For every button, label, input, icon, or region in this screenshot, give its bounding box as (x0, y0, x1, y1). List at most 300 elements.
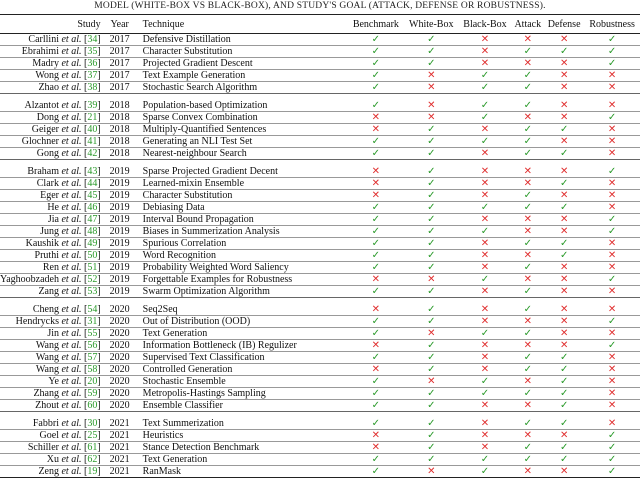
robustness-check-icon: ✓ (607, 111, 617, 123)
year-cell: 2020 (109, 399, 130, 411)
et-al: et al. (61, 201, 82, 213)
black-box-cross-icon: ✕ (480, 33, 490, 45)
attack-check-icon: ✓ (523, 387, 532, 399)
header-robustness: Robustness (589, 18, 635, 30)
table-row (0, 124, 640, 136)
attack-check-icon: ✓ (523, 303, 532, 315)
study-cell: Yaghoobzadeh et al. [52] (0, 273, 101, 285)
table-row (0, 58, 640, 70)
defense-cross-icon: ✕ (559, 33, 569, 45)
citation-ref: 43 (87, 165, 98, 177)
black-box-cross-icon: ✕ (480, 339, 490, 351)
attack-cross-icon: ✕ (523, 225, 532, 237)
white-box-check-icon: ✓ (427, 315, 436, 327)
technique-cell: Biases in Summerization Analysis (142, 225, 280, 237)
white-box-check-icon: ✓ (427, 351, 436, 363)
citation-ref: 58 (87, 363, 98, 375)
et-al: et al. (61, 465, 82, 477)
attack-check-icon: ✓ (523, 453, 532, 465)
table-row (0, 388, 640, 400)
benchmark-check-icon: ✓ (371, 45, 381, 57)
citation-ref: 21 (87, 111, 98, 123)
author-name: Gong (36, 147, 59, 159)
table-row (0, 376, 640, 388)
robustness-check-icon: ✓ (607, 213, 617, 225)
robustness-check-icon: ✓ (607, 57, 617, 69)
technique-cell: Character Substitution (142, 45, 233, 57)
citation-ref: 61 (87, 441, 98, 453)
table-row (0, 148, 640, 160)
author-name: He (47, 201, 59, 213)
benchmark-cross-icon: ✕ (371, 165, 381, 177)
white-box-check-icon: ✓ (427, 441, 436, 453)
table-row (0, 70, 640, 82)
year-cell: 2019 (109, 201, 130, 213)
table-row (0, 46, 640, 58)
robustness-cross-icon: ✕ (607, 147, 617, 159)
citation-ref: 54 (87, 303, 98, 315)
benchmark-check-icon: ✓ (371, 147, 381, 159)
technique-cell: Forgettable Examples for Robustness (142, 273, 293, 285)
et-al: et al. (61, 237, 82, 249)
citation-ref: 52 (87, 273, 98, 285)
author-name: Zeng (38, 465, 59, 477)
et-al: et al. (61, 363, 82, 375)
black-box-check-icon: ✓ (480, 453, 490, 465)
white-box-check-icon: ✓ (427, 453, 436, 465)
study-cell: Braham et al. [43] (27, 165, 101, 177)
citation-ref: 56 (87, 339, 98, 351)
attack-cross-icon: ✕ (523, 273, 532, 285)
author-name: Zhao (38, 81, 59, 93)
technique-cell: Swarm Optimization Algorithm (142, 285, 270, 297)
technique-cell: Text Example Generation (142, 69, 246, 81)
year-cell: 2020 (109, 387, 130, 399)
black-box-cross-icon: ✕ (480, 285, 490, 297)
white-box-cross-icon: ✕ (427, 99, 436, 111)
studies-table (0, 14, 640, 478)
citation-ref: 19 (87, 465, 98, 477)
attack-cross-icon: ✕ (523, 111, 532, 123)
year-cell: 2020 (109, 327, 130, 339)
study-cell: Zeng et al. [19] (38, 465, 101, 477)
defense-check-icon: ✓ (559, 363, 569, 375)
benchmark-check-icon: ✓ (371, 81, 381, 93)
et-al: et al. (61, 45, 82, 57)
citation-ref: 60 (87, 399, 98, 411)
black-box-cross-icon: ✕ (480, 399, 490, 411)
attack-check-icon: ✓ (523, 99, 532, 111)
white-box-check-icon: ✓ (427, 177, 436, 189)
black-box-check-icon: ✓ (480, 135, 490, 147)
year-cell: 2021 (109, 441, 130, 453)
white-box-cross-icon: ✕ (427, 81, 436, 93)
et-al: et al. (61, 375, 82, 387)
black-box-check-icon: ✓ (480, 111, 490, 123)
et-al: et al. (61, 81, 82, 93)
defense-check-icon: ✓ (559, 417, 569, 429)
year-cell: 2019 (109, 165, 130, 177)
year-cell: 2019 (109, 189, 130, 201)
black-box-cross-icon: ✕ (480, 249, 490, 261)
et-al: et al. (61, 213, 82, 225)
author-name: Yaghoobzadeh (0, 273, 59, 285)
attack-cross-icon: ✕ (523, 315, 532, 327)
et-al: et al. (61, 249, 82, 261)
table-row (0, 202, 640, 214)
et-al: et al. (61, 33, 82, 45)
benchmark-cross-icon: ✕ (371, 111, 381, 123)
table-row (0, 100, 640, 112)
black-box-cross-icon: ✕ (480, 147, 490, 159)
benchmark-check-icon: ✓ (371, 375, 381, 387)
attack-check-icon: ✓ (523, 441, 532, 453)
technique-cell: Text Summerization (142, 417, 224, 429)
year-cell: 2018 (109, 135, 130, 147)
robustness-cross-icon: ✕ (607, 327, 617, 339)
benchmark-check-icon: ✓ (371, 453, 381, 465)
benchmark-check-icon: ✓ (371, 351, 381, 363)
black-box-cross-icon: ✕ (480, 417, 490, 429)
white-box-check-icon: ✓ (427, 417, 436, 429)
robustness-cross-icon: ✕ (607, 363, 617, 375)
benchmark-check-icon: ✓ (371, 33, 381, 45)
black-box-check-icon: ✓ (480, 81, 490, 93)
attack-check-icon: ✓ (523, 45, 532, 57)
citation-ref: 51 (87, 261, 98, 273)
study-cell: Ye et al. [20] (48, 375, 101, 387)
header-year: Year (110, 18, 129, 30)
et-al: et al. (61, 453, 82, 465)
year-cell: 2017 (109, 69, 130, 81)
citation-ref: 49 (87, 237, 98, 249)
et-al: et al. (61, 285, 82, 297)
author-name: Ye (48, 375, 59, 387)
table-row (0, 238, 640, 250)
benchmark-check-icon: ✓ (371, 249, 381, 261)
attack-cross-icon: ✕ (523, 57, 532, 69)
citation-ref: 37 (87, 69, 98, 81)
technique-cell: Metropolis-Hastings Sampling (142, 387, 266, 399)
et-al: et al. (61, 189, 82, 201)
black-box-cross-icon: ✕ (480, 57, 490, 69)
white-box-check-icon: ✓ (427, 363, 436, 375)
technique-cell: Supervised Text Classification (142, 351, 265, 363)
year-cell: 2019 (109, 249, 130, 261)
benchmark-check-icon: ✓ (371, 399, 381, 411)
white-box-check-icon: ✓ (427, 387, 436, 399)
attack-check-icon: ✓ (523, 81, 532, 93)
black-box-cross-icon: ✕ (480, 177, 490, 189)
defense-check-icon: ✓ (559, 375, 569, 387)
benchmark-cross-icon: ✕ (371, 363, 381, 375)
header-study: Study (77, 18, 101, 30)
citation-ref: 42 (87, 147, 98, 159)
study-cell: Gong et al. [42] (36, 147, 101, 159)
year-cell: 2020 (109, 315, 130, 327)
et-al: et al. (61, 327, 82, 339)
study-cell: Zhang et al. [59] (33, 387, 101, 399)
citation-ref: 59 (87, 387, 98, 399)
table-row (0, 262, 640, 274)
technique-cell: Stochastic Ensemble (142, 375, 226, 387)
study-cell: Jung et al. [48] (40, 225, 101, 237)
table-body (0, 34, 640, 478)
attack-check-icon: ✓ (523, 285, 532, 297)
defense-cross-icon: ✕ (559, 225, 569, 237)
benchmark-check-icon: ✓ (371, 417, 381, 429)
benchmark-cross-icon: ✕ (371, 339, 381, 351)
white-box-check-icon: ✓ (427, 399, 436, 411)
defense-cross-icon: ✕ (559, 165, 569, 177)
technique-cell: Seq2Seq (142, 303, 178, 315)
defense-check-icon: ✓ (559, 351, 569, 363)
et-al: et al. (61, 69, 82, 81)
white-box-check-icon: ✓ (427, 57, 436, 69)
table-caption: MODEL (WHITE-BOX VS BLACK-BOX), AND STUDY'S GOAL (ATTACK, DEFENSE OR ROBUSTNESS). (94, 1, 546, 11)
study-cell: Pruthi et al. [50] (34, 249, 101, 261)
author-name: Madry (32, 57, 59, 69)
attack-cross-icon: ✕ (523, 249, 532, 261)
black-box-cross-icon: ✕ (480, 315, 490, 327)
study-cell: Jia et al. [47] (47, 213, 101, 225)
et-al: et al. (61, 111, 82, 123)
robustness-check-icon: ✓ (607, 225, 617, 237)
benchmark-cross-icon: ✕ (371, 441, 381, 453)
citation-ref: 36 (87, 57, 98, 69)
et-al: et al. (61, 99, 82, 111)
black-box-cross-icon: ✕ (480, 213, 490, 225)
white-box-check-icon: ✓ (427, 225, 436, 237)
author-name: Jin (47, 327, 59, 339)
black-box-check-icon: ✓ (480, 375, 490, 387)
white-box-check-icon: ✓ (427, 147, 436, 159)
technique-cell: Sparse Convex Combination (142, 111, 258, 123)
study-cell: Ren et al. [51] (42, 261, 101, 273)
citation-ref: 50 (87, 249, 98, 261)
robustness-check-icon: ✓ (607, 441, 617, 453)
robustness-cross-icon: ✕ (607, 387, 617, 399)
defense-check-icon: ✓ (559, 123, 569, 135)
defense-cross-icon: ✕ (559, 339, 569, 351)
year-cell: 2019 (109, 285, 130, 297)
year-cell: 2020 (109, 363, 130, 375)
technique-cell: Out of Distribution (OOD) (142, 315, 251, 327)
technique-cell: Sparse Projected Gradient Decent (142, 165, 278, 177)
citation-ref: 30 (87, 417, 98, 429)
benchmark-check-icon: ✓ (371, 285, 381, 297)
technique-cell: Stance Detection Benchmark (142, 441, 260, 453)
white-box-check-icon: ✓ (427, 237, 436, 249)
attack-check-icon: ✓ (523, 147, 532, 159)
author-name: Cheng (32, 303, 59, 315)
attack-check-icon: ✓ (523, 189, 532, 201)
et-al: et al. (61, 57, 82, 69)
robustness-check-icon: ✓ (607, 465, 617, 477)
defense-check-icon: ✓ (559, 147, 569, 159)
author-name: Xu (46, 453, 59, 465)
study-cell: Xu et al. [62] (46, 453, 101, 465)
citation-ref: 40 (87, 123, 98, 135)
benchmark-cross-icon: ✕ (371, 189, 381, 201)
table-row (0, 466, 640, 478)
author-name: Zang (38, 285, 59, 297)
robustness-check-icon: ✓ (607, 429, 617, 441)
author-name: Geiger (31, 123, 59, 135)
study-cell: Wang et al. [56] (35, 339, 101, 351)
table-row (0, 304, 640, 316)
robustness-cross-icon: ✕ (607, 417, 617, 429)
defense-cross-icon: ✕ (559, 303, 569, 315)
robustness-cross-icon: ✕ (607, 303, 617, 315)
table-row (0, 418, 640, 430)
year-cell: 2018 (109, 99, 130, 111)
defense-check-icon: ✓ (559, 45, 569, 57)
author-name: Alzantot (24, 99, 59, 111)
year-cell: 2019 (109, 237, 130, 249)
year-cell: 2019 (109, 177, 130, 189)
author-name: Carllini (28, 33, 59, 45)
technique-cell: Nearest-neighbour Search (142, 147, 247, 159)
defense-cross-icon: ✕ (559, 273, 569, 285)
year-cell: 2021 (109, 465, 130, 477)
attack-check-icon: ✓ (523, 261, 532, 273)
attack-check-icon: ✓ (523, 417, 532, 429)
year-cell: 2021 (109, 453, 130, 465)
technique-cell: Controlled Generation (142, 363, 233, 375)
header-black-box: Black-Box (463, 18, 507, 30)
et-al: et al. (61, 261, 82, 273)
white-box-cross-icon: ✕ (427, 69, 436, 81)
attack-cross-icon: ✕ (523, 339, 532, 351)
author-name: Kaushik (25, 237, 59, 249)
benchmark-check-icon: ✓ (371, 201, 381, 213)
et-al: et al. (61, 147, 82, 159)
benchmark-check-icon: ✓ (371, 213, 381, 225)
citation-ref: 31 (87, 315, 98, 327)
black-box-cross-icon: ✕ (480, 189, 490, 201)
black-box-cross-icon: ✕ (480, 363, 490, 375)
author-name: Jia (47, 213, 59, 225)
black-box-check-icon: ✓ (480, 273, 490, 285)
black-box-check-icon: ✓ (480, 225, 490, 237)
citation-ref: 45 (87, 189, 98, 201)
benchmark-check-icon: ✓ (371, 465, 381, 477)
robustness-cross-icon: ✕ (607, 135, 617, 147)
year-cell: 2020 (109, 351, 130, 363)
author-name: Glochner (21, 135, 59, 147)
et-al: et al. (61, 273, 82, 285)
author-name: Wang (35, 339, 59, 351)
author-name: Ren (42, 261, 59, 273)
benchmark-check-icon: ✓ (371, 69, 381, 81)
table-row (0, 136, 640, 148)
et-al: et al. (61, 417, 82, 429)
defense-cross-icon: ✕ (559, 57, 569, 69)
attack-cross-icon: ✕ (523, 213, 532, 225)
black-box-cross-icon: ✕ (480, 441, 490, 453)
et-al: et al. (61, 135, 82, 147)
benchmark-check-icon: ✓ (371, 57, 381, 69)
citation-ref: 47 (87, 213, 98, 225)
benchmark-cross-icon: ✕ (371, 303, 381, 315)
citation-ref: 39 (87, 99, 98, 111)
robustness-cross-icon: ✕ (607, 399, 617, 411)
white-box-check-icon: ✓ (427, 201, 436, 213)
technique-cell: Defensive Distillation (142, 33, 231, 45)
defense-cross-icon: ✕ (559, 327, 569, 339)
white-box-check-icon: ✓ (427, 189, 436, 201)
study-cell: Wang et al. [58] (35, 363, 101, 375)
study-cell: Eger et al. [45] (40, 189, 101, 201)
study-cell: He et al. [46] (47, 201, 101, 213)
table-row (0, 166, 640, 178)
citation-ref: 53 (87, 285, 98, 297)
technique-cell: Information Bottleneck (IB) Regulizer (142, 339, 297, 351)
attack-check-icon: ✓ (523, 351, 532, 363)
author-name: Wong (35, 69, 59, 81)
technique-cell: Text Generation (142, 453, 208, 465)
table-row (0, 226, 640, 238)
study-cell: Cheng et al. [54] (32, 303, 101, 315)
black-box-cross-icon: ✕ (480, 351, 490, 363)
robustness-check-icon: ✓ (607, 453, 617, 465)
study-cell: Ebrahimi et al. [35] (21, 45, 101, 57)
technique-cell: Spurious Correlation (142, 237, 227, 249)
black-box-check-icon: ✓ (480, 327, 490, 339)
black-box-cross-icon: ✕ (480, 123, 490, 135)
attack-cross-icon: ✕ (523, 177, 532, 189)
benchmark-cross-icon: ✕ (371, 177, 381, 189)
study-cell: Wang et al. [57] (35, 351, 101, 363)
year-cell: 2019 (109, 261, 130, 273)
year-cell: 2021 (109, 417, 130, 429)
author-name: Jung (40, 225, 59, 237)
study-cell: Carllini et al. [34] (28, 33, 101, 45)
defense-check-icon: ✓ (559, 453, 569, 465)
benchmark-check-icon: ✓ (371, 237, 381, 249)
attack-cross-icon: ✕ (523, 399, 532, 411)
et-al: et al. (61, 399, 82, 411)
attack-check-icon: ✓ (523, 327, 532, 339)
benchmark-cross-icon: ✕ (371, 123, 381, 135)
attack-check-icon: ✓ (523, 201, 532, 213)
attack-cross-icon: ✕ (523, 429, 532, 441)
benchmark-check-icon: ✓ (371, 225, 381, 237)
table-row (0, 190, 640, 202)
et-al: et al. (61, 387, 82, 399)
year-cell: 2021 (109, 429, 130, 441)
table-row (0, 274, 640, 286)
year-cell: 2019 (109, 213, 130, 225)
table-row (0, 340, 640, 352)
technique-cell: Character Substitution (142, 189, 233, 201)
citation-ref: 35 (87, 45, 98, 57)
black-box-cross-icon: ✕ (480, 237, 490, 249)
citation-ref: 25 (87, 429, 98, 441)
year-cell: 2017 (109, 57, 130, 69)
study-cell: Fabbri et al. [30] (32, 417, 101, 429)
table-row (0, 316, 640, 328)
robustness-cross-icon: ✕ (607, 261, 617, 273)
table-row (0, 112, 640, 124)
study-cell: Zhao et al. [38] (38, 81, 101, 93)
attack-cross-icon: ✕ (523, 165, 532, 177)
author-name: Ebrahimi (21, 45, 59, 57)
year-cell: 2019 (109, 225, 130, 237)
et-al: et al. (61, 429, 82, 441)
attack-check-icon: ✓ (523, 237, 532, 249)
